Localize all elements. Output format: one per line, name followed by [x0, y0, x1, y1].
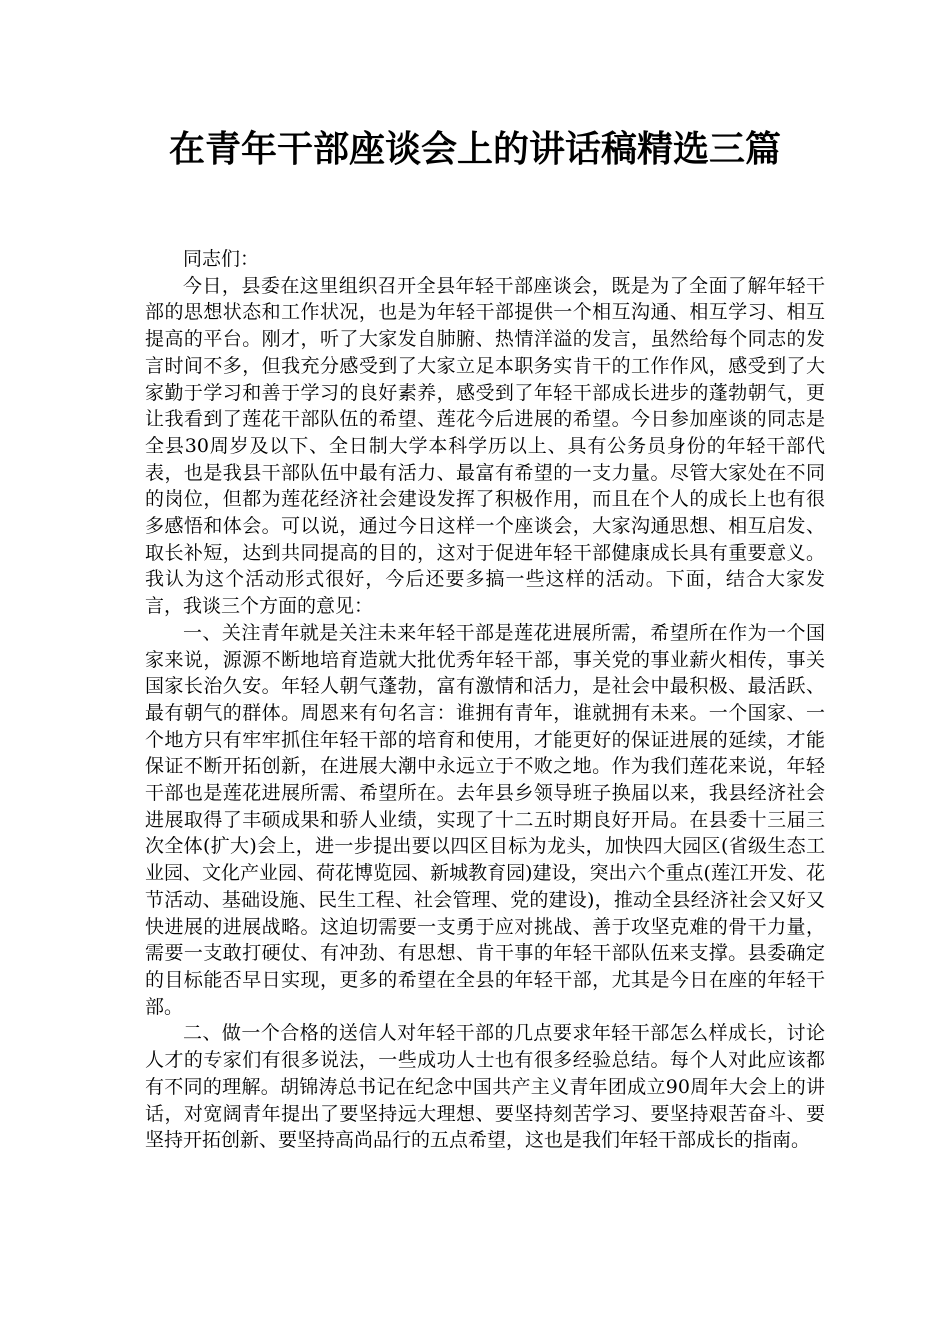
document-title: 在青年干部座谈会上的讲话稿精选三篇: [168, 129, 781, 170]
paragraph-section-two: 二、做一个合格的送信人对年轻干部的几点要求年轻干部怎么样成长，讨论人才的专家们有很多说法，一些成功人士也有很多经验总结。每个人对此应该都有不同的理解。胡锦涛总书记在纪念中国共产主义青年团成立90周年大会上的讲话，对宽阔青年提出了要坚持远大理想、要坚持刻苦学习、要坚持艰苦奋斗、要坚持开拓创新、要坚持高尚品行的五点希望，这也是我们年轻干部成长的指南。: [145, 1022, 825, 1152]
salutation: 同志们：: [183, 248, 260, 270]
paragraph-section-one: 一、关注青年就是关注未来年轻干部是莲花进展所需，希望所在作为一个国家来说，源源不断地培育造就大批优秀年轻干部，事关党的事业薪火相传，事关国家长治久安。年轻人朝气蓬勃，富有激情和活力，是社会中最积极、最活跃、最有朝气的群体。周恩来有句名言：谁拥有青年，谁就拥有未来。一个国家、一个地方只有牢牢抓住年轻干部的培育和使用，才能更好的保证进展的延续，才能保证不断开拓创新，在进展大潮中永远立于不败之地。作为我们莲花来说，年轻干部也是莲花进展所需、希望所在。去年县乡领导班子换届以来，我县经济社会进展取得了丰硕成果和骄人业绩，实现了十二五时期良好开局。在县委十三届三次全体(扩大)会上，进一步提出要以四区目标为龙头，加快四大园区(省级生态工业园、文化产业园、荷花博览园、新城教育园)建设，突出六个重点(莲江开发、花节活动、基础设施、民生工程、社会管理、党的建设)，推动全县经济社会又好又快进展的进展战略。这迫切需要一支勇于应对挑战、善于攻坚克难的骨干力量，需要一支敢打硬仗、有冲劲、有思想、肯干事的年轻干部队伍来支撑。县委确定的目标能否早日实现，更多的希望在全县的年轻干部，尤其是今日在座的年轻干部。: [145, 621, 825, 1018]
paragraph-intro: 今日，县委在这里组织召开全县年轻干部座谈会，既是为了全面了解年轻干部的思想状态和工作状况，也是为年轻干部提供一个相互沟通、相互学习、相互提高的平台。刚才，听了大家发自肺腑、热情洋溢的发言，虽然给每个同志的发言时间不多，但我充分感受到了大家立足本职务实肯干的工作作风，感受到了大家勤于学习和善于学习的良好素养，感受到了年轻干部成长进步的蓬勃朝气，更让我看到了莲花干部队伍的希望、莲花今后进展的希望。今日参加座谈的同志是全县30周岁及以下、全日制大学本科学历以上、具有公务员身份的年轻干部代表，也是我县干部队伍中最有活力、最富有希望的一支力量。尽管大家处在不同的岗位，但都为莲花经济社会建设发挥了积极作用，而且在个人的成长上也有很多感悟和体会。可以说，通过今日这样一个座谈会，大家沟通思想、相互启发、取长补短，达到共同提高的目的，这对于促进年轻干部健康成长具有重要意义。我认为这个活动形式很好，今后还要多搞一些这样的活动。下面，结合大家发言，我谈三个方面的意见：: [145, 274, 825, 618]
document-body: [145, 246, 825, 1154]
